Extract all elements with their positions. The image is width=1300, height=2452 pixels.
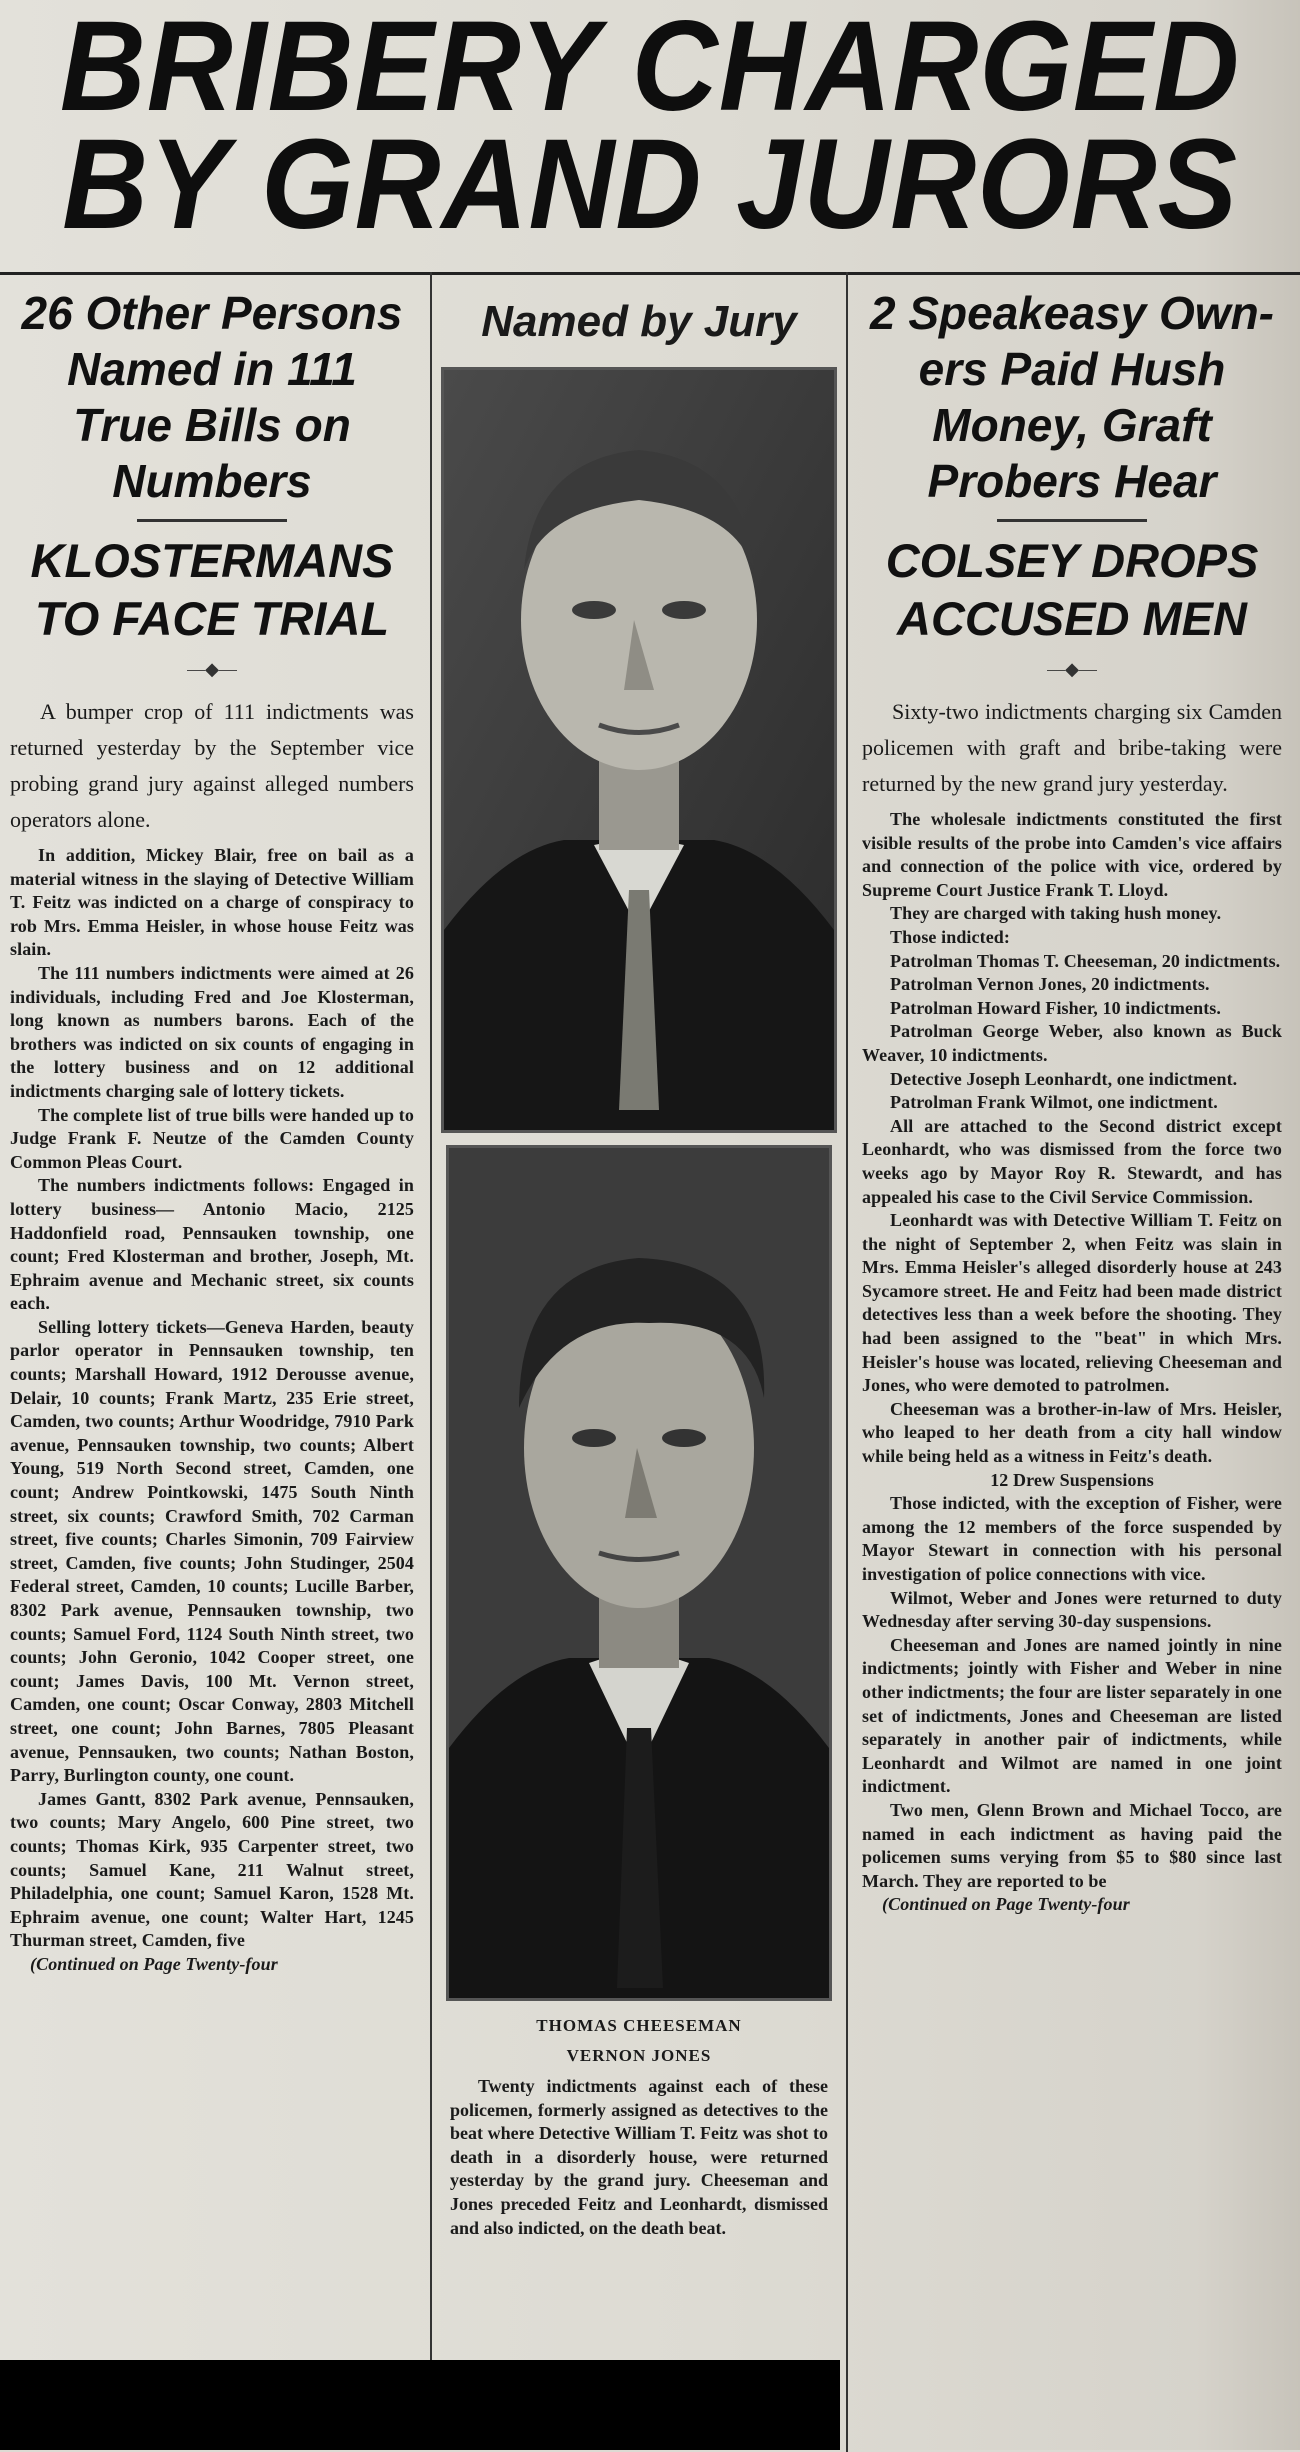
right-headline-line: ers Paid Hush [918,343,1226,395]
column-divider-right [846,272,848,2452]
right-column [852,285,1292,1917]
left-paragraph: In addition, Mickey Blair, free on bail as a material witness in the slaying of Detective William T. Feitz was indicted on a charge of conspiracy to rob Mrs. Emma Heisler, in whose house Feitz was slain. [10,845,414,960]
right-subhead-line: COLSEY DROPS [885,534,1259,587]
right-paragraph: Patrolman George Weber, also known as Buck Weaver, 10 indictments. [862,1021,1282,1065]
portrait-photo-cheeseman [441,367,837,1133]
portrait-jones-image [449,1148,829,1998]
left-headline-line: Numbers [112,455,312,507]
left-paragraph: The numbers indictments follows: Engaged in lottery business— Antonio Macio, 2125 Haddonfield road, Pennsauken township, one count; Fred Klosterman and brother, Joseph, Mt. Ephraim avenue and Mechanic street, six counts each. [10,1175,414,1314]
banner-line-2: BY GRAND JURORS [62,113,1238,256]
right-paragraph: Wilmot, Weber and Jones were returned to duty Wednesday after serving 30-day suspensions. [862,1587,1282,1632]
left-headline-line: True Bills on [73,399,351,451]
ornament-rule: —◆— [187,659,237,679]
right-paragraph: Detective Joseph Leonhardt, one indictment. [890,1068,1238,1089]
left-paragraph: Selling lottery tickets—Geneva Harden, beauty parlor operator in Pennsauken township, ten counts; Marshall Howard, 1912 Derousse avenue, Delair, 10 counts; Frank Martz, 235 Erie street, Camden, two counts; Arthur Woodridge, 7910 Park avenue, Pennsauken township, two counts; Albert Young, 519 North Second street, Camden, one count; Andrew Pointkowski, 1475 South Ninth street, six counts; Crawford Smith, 702 Carman street, five counts; Charles Simonin, 709 Fairview street, Camden, five counts; John Studinger, 2504 Federal street, Camden, 10 counts; Lucille Barber, 8302 Park avenue, Pennsauken township, two counts; Samuel Ford, 1124 South Ninth street, two counts; John Geronio, 1042 Cooper street, one count; James Davis, 100 Mt. Vernon street, Camden, one count; Oscar Conway, 2803 Mitchell street, one count; John Barnes, 7805 Pleasant avenue, Pennsauken, two counts; Nathan Boston, Parry, Burlington county, one count. [10,1316,414,1786]
left-headline-line: 26 Other Persons [21,287,403,339]
column-top-rule [0,272,1300,275]
left-subhead-line: TO FACE TRIAL [34,592,390,645]
left-paragraph: James Gantt, 8302 Park avenue, Pennsauken, two counts; Mary Angelo, 600 Pine street, two counts; Thomas Kirk, 935 Carpenter street, two counts; Samuel Kane, 211 Walnut street, Philadelphia, one count; Samuel Karon, 1528 Mt. Ephraim avenue, one count; Walter Hart, 1245 Thurman street, Camden, five [10,1788,414,1951]
right-headline-line: Probers Hear [927,455,1217,507]
middle-body-paragraph: Twenty indictments against each of these policemen, formerly assigned as detectives to the beat where Detective William T. Feitz was shot to death in a disorderly house, were returned yesterday by the grand jury. Cheeseman and Jones preceded Feitz and Leonhardt, dismissed and also indicted, on the death beat. [450,2076,828,2238]
left-body [10,844,414,1977]
right-paragraph: Cheeseman and Jones are named jointly in nine indictments; jointly with Fisher and Weber in nine other indictments; the four are lister separately in one set of indictments, Jones and Cheeseman are listed separately in another pair of indictments, while Leonhardt and Wilmot are named in one joint indictment. [862,1634,1282,1797]
right-paragraph: Patrolman Frank Wilmot, one indictment. [890,1092,1218,1113]
left-lead-paragraph: A bumper crop of 111 indictments was returned yesterday by the September vice probing grand jury against alleged numbers operators alone. [10,699,414,832]
left-headline-line: Named in 111 [67,343,357,395]
left-paragraph: The 111 numbers indictments were aimed at 26 individuals, including Fred and Joe Klosterman, long known as numbers barons. Each of the brothers was indicted on six counts of engaging in the lottery business and on 12 additional indictments charging sale of lottery tickets. [10,962,414,1101]
banner-headline [46,0,1255,256]
headline-rule [137,519,287,522]
right-paragraph: All are attached to the Second district except Leonhardt, who was dismissed from the force two weeks ago by Mayor Roy R. Stewardt, and has appealed his case to the Civil Service Commission. [862,1115,1282,1207]
portrait-photo-jones [446,1145,832,2001]
left-column [0,285,424,1977]
portrait-cheeseman-image [444,370,834,1130]
scan-black-area [0,2360,840,2450]
right-headline-line: 2 Speakeasy Own- [870,287,1274,339]
right-headline [852,285,1292,509]
caption-line: THOMAS CHEESEMAN [536,2016,742,2035]
continued-note: (Continued on Page Twenty-four [30,1953,278,1974]
right-paragraph: Patrolman Vernon Jones, 20 indictments. [890,974,1210,995]
caption-line: VERNON JONES [566,2046,712,2065]
left-headline [0,285,424,509]
left-paragraph: The complete list of true bills were handed up to Judge Frank F. Neutze of the Camden County Common Pleas Court. [10,1104,414,1172]
photo-caption [438,2011,840,2071]
column-divider-left [430,272,432,2360]
right-paragraph: Leonhardt was with Detective William T. Feitz on the night of September 2, when Feitz was slain in Mrs. Emma Heisler's alleged disorderly house at 243 Sycamore street. He and Feitz had been made district detectives less than a week before the shooting. They had been assigned to the "beat" in which Mrs. Heisler's house was located, relieving Cheeseman and Jones, who were demoted to patrolmen. [862,1210,1282,1396]
right-paragraph: The wholesale indictments constituted the first visible results of the probe into Camden's vice affairs and connection of the police with vice, ordered by Supreme Court Justice Frank T. Lloyd. [862,809,1282,900]
right-paragraph: Two men, Glenn Brown and Michael Tocco, are named in each indictment as having paid the policemen sums verying from $5 to $80 since last March. They are reported to be [862,1799,1282,1891]
left-subhead [0,532,424,648]
right-paragraph: Those indicted, with the exception of Fisher, were among the 12 members of the force suspended by Mayor Stewart in connection with his personal investigation of police connections with vice. [862,1493,1282,1584]
right-section-subhead: 12 Drew Suspensions [990,1469,1154,1490]
headline-rule [997,519,1147,522]
right-paragraph: Patrolman Thomas T. Cheeseman, 20 indictments. [890,950,1281,971]
right-paragraph: They are charged with taking hush money. [890,903,1222,924]
middle-headline: Named by Jury [481,297,797,346]
right-headline-line: Money, Graft [932,399,1212,451]
right-paragraph: Patrolman Howard Fisher, 10 indictments. [890,997,1221,1018]
left-subhead-line: KLOSTERMANS [30,534,394,587]
right-lead-paragraph: Sixty-two indictments charging six Camden policemen with graft and bribe-taking were returned by the new grand jury yesterday. [862,699,1282,796]
ornament-rule: —◆— [1047,659,1097,679]
middle-column [438,285,840,2240]
banner-line-1: BRIBERY CHARGED [59,0,1241,138]
right-paragraph: Those indicted: [890,926,1011,947]
continued-note: (Continued on Page Twenty-four [882,1894,1130,1915]
right-subhead [852,532,1292,648]
right-subhead-line: ACCUSED MEN [897,592,1247,645]
right-body [862,808,1282,1917]
right-paragraph: Cheeseman was a brother-in-law of Mrs. Heisler, who leaped to her death from a city hall window while being held as a witness in Feitz's death. [862,1398,1282,1467]
